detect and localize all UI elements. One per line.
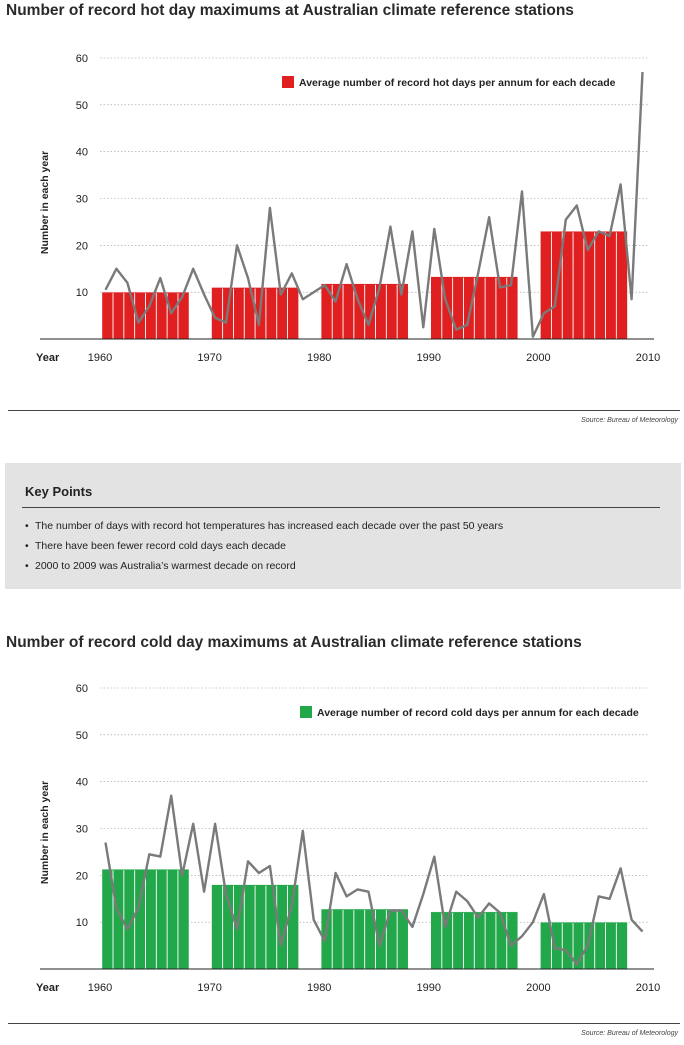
hot-y-tick-label: 40 (75, 146, 88, 159)
key-point-item (25, 556, 503, 576)
cold-legend-swatch (300, 706, 312, 718)
hot-x-tick-label: 1970 (197, 352, 222, 364)
hot-x-tick-label: 2000 (526, 352, 551, 364)
key-points-panel (5, 463, 681, 589)
hot-chart-divider (8, 410, 680, 411)
bullet-icon: • (25, 540, 29, 552)
cold-x-tick-label: 2010 (635, 982, 661, 994)
cold-y-tick-label: 40 (75, 776, 88, 789)
hot-x-axis-label: Year (36, 352, 60, 364)
cold-y-tick-label: 10 (75, 917, 88, 930)
hot-legend-label: Average number of record hot days per annum for each decade (299, 77, 616, 89)
bullet-icon: • (25, 520, 29, 532)
hot-chart-title: Number of record hot day maximums at Australian climate reference stations (6, 2, 574, 19)
cold-y-tick-label: 60 (75, 683, 88, 695)
key-point-text: There have been fewer record cold days each decade (35, 540, 286, 552)
hot-y-tick-label: 10 (75, 287, 88, 300)
hot-x-tick-label: 2010 (635, 352, 661, 364)
key-points-heading: Key Points (25, 484, 93, 499)
key-point-item (25, 536, 503, 556)
key-point-text: The number of days with record hot temperatures has increased each decade over the past 50 years (35, 520, 504, 532)
cold-chart-source: Source: Bureau of Meteorology (581, 1030, 678, 1037)
cold-x-tick-label: 1990 (416, 982, 442, 994)
cold-chart (0, 660, 684, 1005)
cold-y-tick-label: 50 (75, 729, 88, 742)
cold-x-tick-label: 2000 (526, 982, 551, 994)
cold-x-tick-label: 1970 (197, 982, 222, 994)
key-points-list (25, 516, 503, 576)
hot-y-tick-label: 50 (75, 99, 88, 112)
cold-chart-divider (8, 1023, 680, 1024)
hot-y-tick-label: 60 (75, 53, 88, 65)
cold-x-tick-label: 1960 (87, 982, 113, 994)
key-points-divider (22, 507, 660, 508)
hot-legend-swatch (282, 76, 294, 88)
cold-y-tick-label: 30 (75, 823, 88, 836)
cold-legend-label: Average number of record cold days per annum for each decade (317, 707, 639, 719)
cold-y-tick-label: 20 (75, 870, 88, 883)
cold-x-tick-label: 1980 (306, 982, 332, 994)
cold-y-axis-label: Number in each year (39, 780, 51, 885)
cold-x-axis-label: Year (36, 982, 60, 994)
hot-y-tick-label: 30 (75, 193, 88, 206)
hot-x-tick-label: 1980 (306, 352, 332, 364)
hot-y-axis-label: Number in each year (39, 150, 51, 255)
bullet-icon: • (25, 560, 29, 572)
hot-x-tick-label: 1960 (87, 352, 113, 364)
hot-y-tick-label: 20 (75, 240, 88, 253)
hot-chart-source: Source: Bureau of Meteorology (581, 417, 678, 424)
hot-x-tick-label: 1990 (416, 352, 442, 364)
hot-chart (0, 30, 684, 375)
cold-chart-title: Number of record cold day maximums at Australian climate reference stations (6, 634, 582, 651)
key-point-item (25, 516, 503, 536)
key-point-text: 2000 to 2009 was Australia’s warmest decade on record (35, 560, 296, 572)
